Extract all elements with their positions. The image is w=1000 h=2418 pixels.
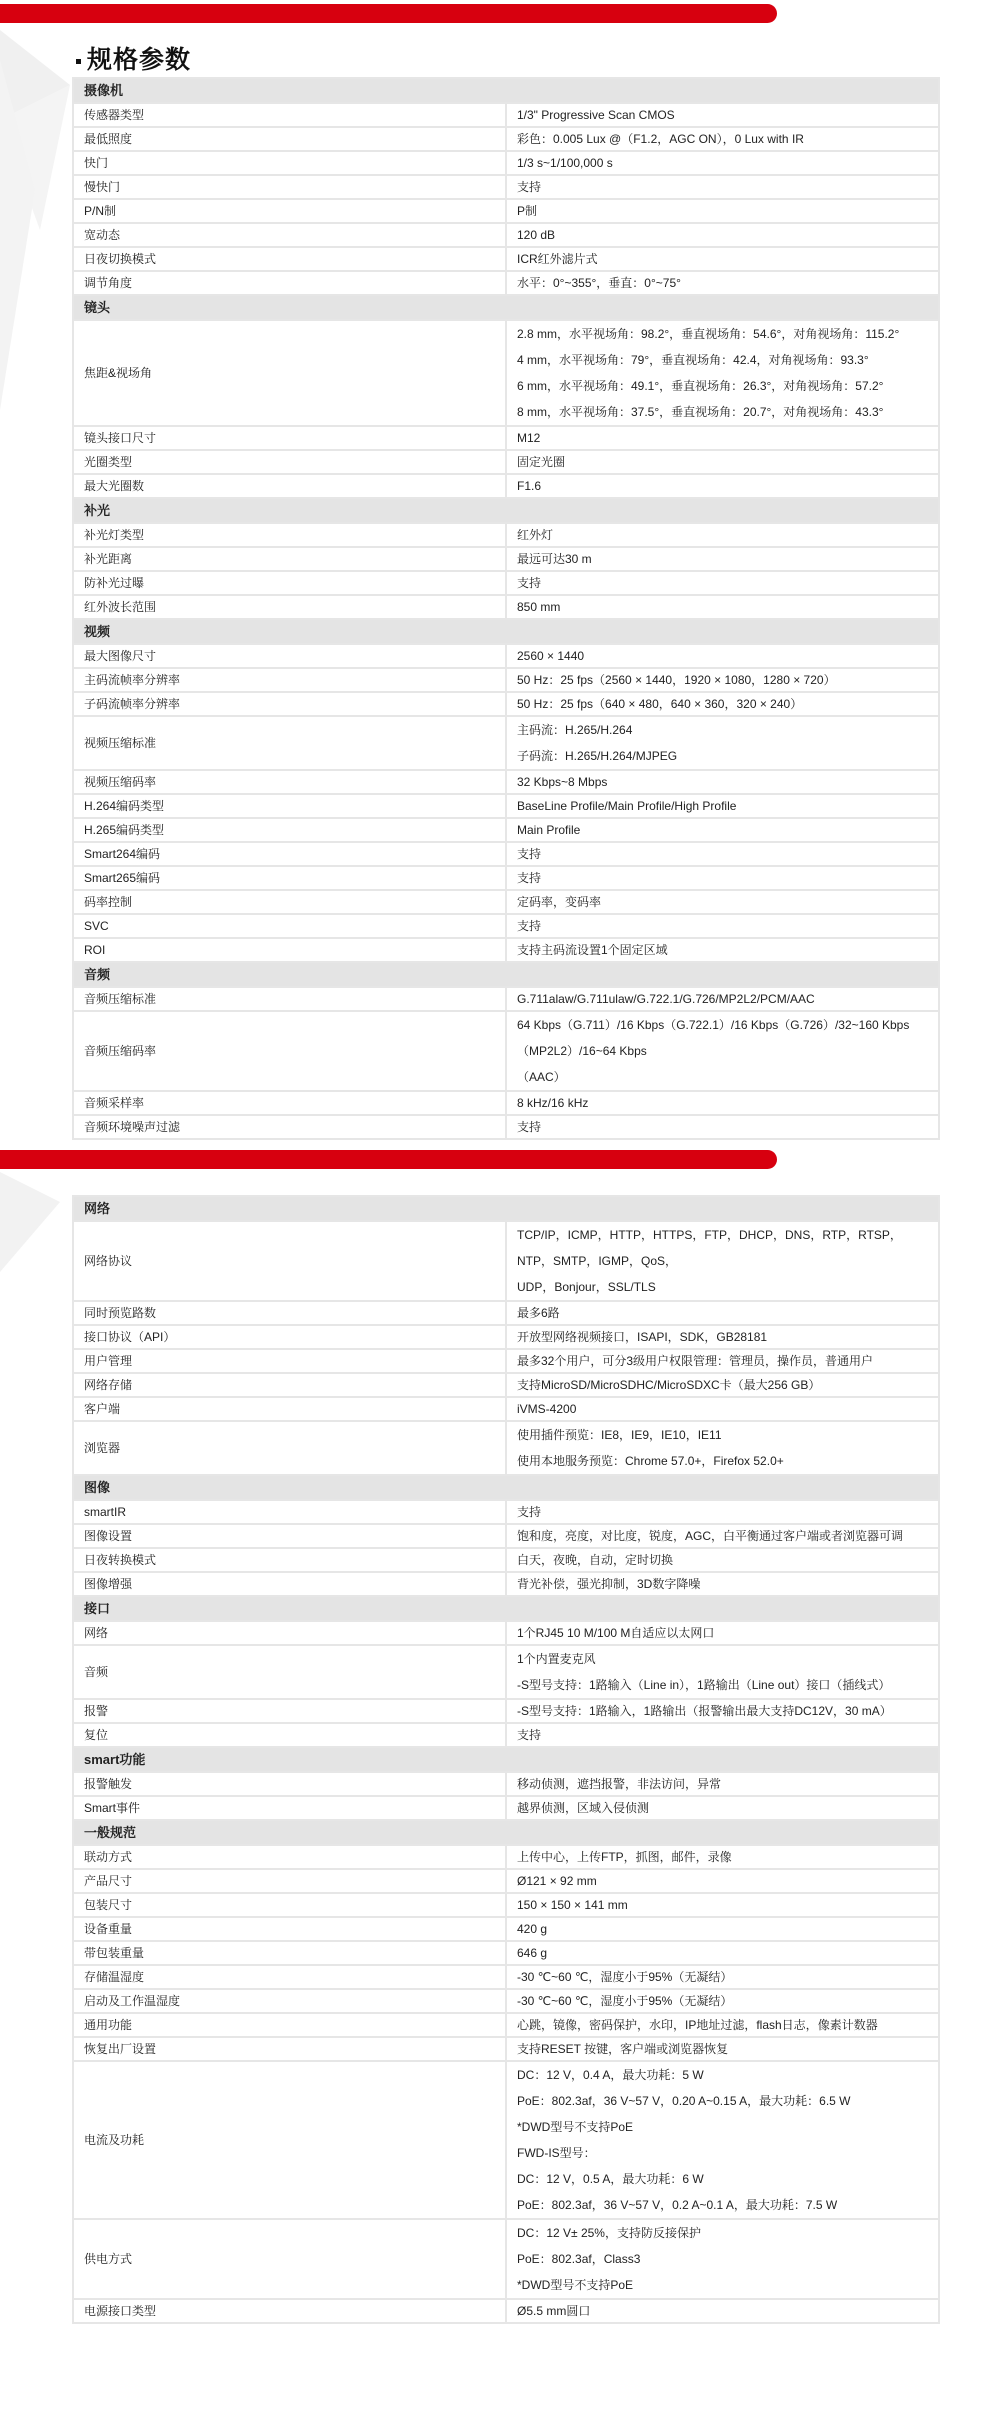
spec-value-line: *DWD型号不支持PoE xyxy=(517,2278,634,2292)
spec-row xyxy=(73,1723,939,1747)
section-header xyxy=(73,1475,939,1500)
spec-value-line: 支持 xyxy=(517,847,542,861)
spec-label: 音频环境噪声过滤 xyxy=(73,1115,506,1139)
spec-value xyxy=(506,1869,939,1893)
spec-value-line: 支持RESET 按键，客户端或浏览器恢复 xyxy=(517,2042,729,2056)
section-header xyxy=(73,295,939,320)
spec-value xyxy=(506,2037,939,2061)
spec-value xyxy=(506,547,939,571)
spec-row xyxy=(73,1500,939,1524)
section-divider xyxy=(0,1150,1000,1195)
spec-label: 用户管理 xyxy=(73,1349,506,1373)
spec-table-2 xyxy=(72,1195,940,2324)
spec-row xyxy=(73,1699,939,1723)
spec-value-line: BaseLine Profile/Main Profile/High Profile xyxy=(517,799,737,813)
spec-row xyxy=(73,223,939,247)
spec-value-line: 主码流：H.265/H.264 xyxy=(517,723,633,737)
spec-value-line: DC：12 V，0.5 A，最大功耗：6 W xyxy=(517,2172,704,2186)
spec-label: 网络协议 xyxy=(73,1221,506,1301)
spec-row xyxy=(73,151,939,175)
spec-value xyxy=(506,1723,939,1747)
spec-value-line: 使用插件预览：IE8，IE9，IE10，IE11 xyxy=(517,1428,722,1442)
spec-label: 客户端 xyxy=(73,1397,506,1421)
spec-value-line: 646 g xyxy=(517,1946,548,1960)
spec-label: 电流及功耗 xyxy=(73,2061,506,2219)
spec-row xyxy=(73,450,939,474)
spec-value-line: 背光补偿，强光抑制，3D数字降噪 xyxy=(517,1577,701,1591)
spec-value-line: 红外灯 xyxy=(517,528,554,542)
spec-value-line: 120 dB xyxy=(517,228,556,242)
decorative-triangles-bottom xyxy=(0,1172,70,1292)
spec-label: 图像增强 xyxy=(73,1572,506,1596)
spec-row xyxy=(73,1893,939,1917)
spec-label: 最低照度 xyxy=(73,127,506,151)
spec-row xyxy=(73,1373,939,1397)
spec-value-line: 彩色：0.005 Lux @（F1.2，AGC ON），0 Lux with IR xyxy=(517,132,804,146)
spec-value-line: DC：12 V± 25%，支持防反接保护 xyxy=(517,2226,701,2240)
spec-value xyxy=(506,450,939,474)
spec-value-line: 150 × 150 × 141 mm xyxy=(517,1898,628,1912)
spec-value xyxy=(506,1989,939,2013)
spec-value xyxy=(506,914,939,938)
spec-value-line: -30 ℃~60 ℃，湿度小于95%（无凝结） xyxy=(517,1994,733,2008)
spec-label: 浏览器 xyxy=(73,1421,506,1475)
spec-value-line: 越界侦测，区域入侵侦测 xyxy=(517,1801,650,1815)
spec-label: 传感器类型 xyxy=(73,103,506,127)
spec-value-line: 上传中心，上传FTP，抓图，邮件，录像 xyxy=(517,1850,732,1864)
section-title: 音频 xyxy=(73,962,939,987)
spec-value-line: 1/3 s~1/100,000 s xyxy=(517,156,613,170)
spec-value xyxy=(506,1500,939,1524)
spec-row xyxy=(73,987,939,1011)
spec-value-line: Main Profile xyxy=(517,823,581,837)
spec-value xyxy=(506,866,939,890)
section-title: smart功能 xyxy=(73,1747,939,1772)
spec-row xyxy=(73,1221,939,1301)
spec-row xyxy=(73,1989,939,2013)
spec-value-line: 1/3" Progressive Scan CMOS xyxy=(517,108,675,122)
spec-value xyxy=(506,1699,939,1723)
page-title-text: 规格参数 xyxy=(87,46,192,74)
spec-value-line: 6 mm，水平视场角：49.1°，垂直视场角：26.3°，对角视场角：57.2° xyxy=(517,379,884,393)
spec-label: Smart265编码 xyxy=(73,866,506,890)
spec-row xyxy=(73,1091,939,1115)
spec-label: 音频 xyxy=(73,1645,506,1699)
spec-row xyxy=(73,1572,939,1596)
spec-value xyxy=(506,1548,939,1572)
spec-row xyxy=(73,1796,939,1820)
spec-row xyxy=(73,1397,939,1421)
spec-row xyxy=(73,1941,939,1965)
spec-row xyxy=(73,247,939,271)
spec-label: 复位 xyxy=(73,1723,506,1747)
spec-row xyxy=(73,668,939,692)
spec-row xyxy=(73,842,939,866)
spec-value xyxy=(506,842,939,866)
spec-row xyxy=(73,1869,939,1893)
spec-row xyxy=(73,2037,939,2061)
spec-row xyxy=(73,2299,939,2323)
spec-row xyxy=(73,1524,939,1548)
spec-label: 网络存储 xyxy=(73,1373,506,1397)
spec-value-line: 50 Hz：25 fps（640 × 480，640 × 360，320 × 240） xyxy=(517,697,803,711)
spec-value xyxy=(506,426,939,450)
spec-label: P/N制 xyxy=(73,199,506,223)
section-header xyxy=(73,1747,939,1772)
spec-value xyxy=(506,1325,939,1349)
spec-label: 音频采样率 xyxy=(73,1091,506,1115)
spec-label: 防补光过曝 xyxy=(73,571,506,595)
spec-row xyxy=(73,426,939,450)
spec-value-line: 支持 xyxy=(517,1120,542,1134)
spec-value-line: 支持 xyxy=(517,180,542,194)
spec-value xyxy=(506,1011,939,1091)
spec-value-line: 4 mm，水平视场角：79°，垂直视场角：42.4，对角视场角：93.3° xyxy=(517,353,869,367)
spec-value xyxy=(506,644,939,668)
spec-row xyxy=(73,547,939,571)
spec-label: 光圈类型 xyxy=(73,450,506,474)
spec-label: 供电方式 xyxy=(73,2219,506,2299)
spec-table-1 xyxy=(72,77,940,1140)
spec-row xyxy=(73,794,939,818)
spec-label: 产品尺寸 xyxy=(73,1869,506,1893)
spec-label: 音频压缩码率 xyxy=(73,1011,506,1091)
spec-value xyxy=(506,1796,939,1820)
spec-row xyxy=(73,818,939,842)
spec-value-line: -30 ℃~60 ℃，湿度小于95%（无凝结） xyxy=(517,1970,733,1984)
spec-value xyxy=(506,2299,939,2323)
spec-value-line: 固定光圈 xyxy=(517,455,566,469)
spec-row xyxy=(73,2013,939,2037)
spec-row xyxy=(73,1845,939,1869)
spec-label: 存储温湿度 xyxy=(73,1965,506,1989)
spec-value-line: 32 Kbps~8 Mbps xyxy=(517,775,608,789)
spec-label: 慢快门 xyxy=(73,175,506,199)
spec-value-line: 饱和度，亮度，对比度，锐度，AGC，白平衡通过客户端或者浏览器可调 xyxy=(517,1529,904,1543)
spec-row xyxy=(73,1965,939,1989)
spec-value-line: PoE：802.3af，Class3 xyxy=(517,2252,641,2266)
spec-value-line: 支持 xyxy=(517,576,542,590)
spec-value xyxy=(506,938,939,962)
spec-value-line: 420 g xyxy=(517,1922,548,1936)
spec-label: 恢复出厂设置 xyxy=(73,2037,506,2061)
spec-row xyxy=(73,1645,939,1699)
spec-row xyxy=(73,1548,939,1572)
spec-value-line: -S型号支持：1路输入（Line in），1路输出（Line out）接口（插线式） xyxy=(517,1678,891,1692)
spec-value xyxy=(506,1301,939,1325)
spec-row xyxy=(73,890,939,914)
spec-label: 镜头接口尺寸 xyxy=(73,426,506,450)
spec-row xyxy=(73,1772,939,1796)
spec-value xyxy=(506,271,939,295)
section-header xyxy=(73,498,939,523)
spec-value xyxy=(506,818,939,842)
spec-value-line: PoE：802.3af，36 V~57 V，0.20 A~0.15 A，最大功耗：6.5 W xyxy=(517,2094,851,2108)
spec-row xyxy=(73,103,939,127)
spec-label: 码率控制 xyxy=(73,890,506,914)
spec-label: 同时预览路数 xyxy=(73,1301,506,1325)
spec-value xyxy=(506,692,939,716)
spec-value xyxy=(506,987,939,1011)
spec-value-line: 开放型网络视频接口，ISAPI，SDK，GB28181 xyxy=(517,1330,768,1344)
spec-value-line: 最远可达30 m xyxy=(517,552,592,566)
section-title: 网络 xyxy=(73,1196,939,1221)
spec-value xyxy=(506,474,939,498)
spec-label: 补光距离 xyxy=(73,547,506,571)
spec-value xyxy=(506,890,939,914)
spec-value xyxy=(506,523,939,547)
spec-value-line: 支持 xyxy=(517,871,542,885)
spec-value xyxy=(506,103,939,127)
spec-value-line: 定码率，变码率 xyxy=(517,895,602,909)
spec-label: H.265编码类型 xyxy=(73,818,506,842)
spec-row xyxy=(73,770,939,794)
spec-value xyxy=(506,199,939,223)
spec-row xyxy=(73,175,939,199)
spec-row xyxy=(73,1301,939,1325)
spec-value xyxy=(506,716,939,770)
spec-row xyxy=(73,271,939,295)
spec-row xyxy=(73,199,939,223)
spec-row xyxy=(73,1115,939,1139)
spec-value-line: 支持MicroSD/MicroSDHC/MicroSDXC卡（最大256 GB） xyxy=(517,1378,821,1392)
spec-label: 视频压缩码率 xyxy=(73,770,506,794)
section-title: 接口 xyxy=(73,1596,939,1621)
section-red-bar xyxy=(0,1150,777,1169)
spec-value-line: 支持主码流设置1个固定区域 xyxy=(517,943,668,957)
spec-value xyxy=(506,2013,939,2037)
spec-value-line: P制 xyxy=(517,204,538,218)
spec-value xyxy=(506,175,939,199)
spec-value-line: 最多32个用户，可分3级用户权限管理：管理员，操作员，普通用户 xyxy=(517,1354,874,1368)
spec-value xyxy=(506,1421,939,1475)
spec-value-line: -S型号支持：1路输入，1路输出（报警输出最大支持DC12V，30 mA） xyxy=(517,1704,892,1718)
spec-value-line: G.711alaw/G.711ulaw/G.722.1/G.726/MP2L2/PCM/AAC xyxy=(517,992,815,1006)
spec-value xyxy=(506,1397,939,1421)
spec-value-line: TCP/IP，ICMP，HTTP，HTTPS，FTP，DHCP，DNS，RTP，RTSP，NTP，SMTP，IGMP，QoS， xyxy=(517,1228,902,1268)
spec-value-line: 8 kHz/16 kHz xyxy=(517,1096,589,1110)
section-header xyxy=(73,1820,939,1845)
spec-label: 报警 xyxy=(73,1699,506,1723)
spec-value xyxy=(506,247,939,271)
spec-value xyxy=(506,668,939,692)
spec-value xyxy=(506,1965,939,1989)
spec-row xyxy=(73,320,939,426)
spec-row xyxy=(73,914,939,938)
spec-value-line: FWD-IS型号： xyxy=(517,2146,596,2160)
spec-row xyxy=(73,692,939,716)
spec-row xyxy=(73,938,939,962)
spec-label: 报警触发 xyxy=(73,1772,506,1796)
spec-value-line: iVMS-4200 xyxy=(517,1402,577,1416)
spec-label: 联动方式 xyxy=(73,1845,506,1869)
spec-label: 启动及工作温湿度 xyxy=(73,1989,506,2013)
spec-row xyxy=(73,716,939,770)
spec-value-line: 64 Kbps（G.711）/16 Kbps（G.722.1）/16 Kbps（G.726）/32~160 Kbps（MP2L2）/16~64 Kbps xyxy=(517,1018,910,1058)
spec-value xyxy=(506,1524,939,1548)
spec-row xyxy=(73,595,939,619)
spec-value xyxy=(506,770,939,794)
spec-label: 日夜转换模式 xyxy=(73,1548,506,1572)
spec-value xyxy=(506,1221,939,1301)
spec-label: 子码流帧率分辨率 xyxy=(73,692,506,716)
spec-label: 通用功能 xyxy=(73,2013,506,2037)
spec-value-line: UDP，Bonjour，SSL/TLS xyxy=(517,1280,656,1294)
spec-row xyxy=(73,644,939,668)
spec-value xyxy=(506,1349,939,1373)
spec-label: SVC xyxy=(73,914,506,938)
spec-value xyxy=(506,1893,939,1917)
section-title: 摄像机 xyxy=(73,78,939,103)
spec-value xyxy=(506,571,939,595)
spec-value-line: 50 Hz：25 fps（2560 × 1440，1920 × 1080，1280 × 720） xyxy=(517,673,836,687)
spec-value-line: 850 mm xyxy=(517,600,561,614)
spec-label: 最大光圈数 xyxy=(73,474,506,498)
spec-value-line: Ø5.5 mm圆口 xyxy=(517,2304,591,2318)
section-header xyxy=(73,1596,939,1621)
spec-label: 快门 xyxy=(73,151,506,175)
spec-label: 视频压缩标准 xyxy=(73,716,506,770)
spec-row xyxy=(73,866,939,890)
spec-value-line: 1个内置麦克风 xyxy=(517,1652,596,1666)
spec-value-line: M12 xyxy=(517,431,541,445)
section-title: 图像 xyxy=(73,1475,939,1500)
spec-value xyxy=(506,1917,939,1941)
spec-label: H.264编码类型 xyxy=(73,794,506,818)
spec-value-line: 支持 xyxy=(517,1505,542,1519)
spec-label: Smart事件 xyxy=(73,1796,506,1820)
spec-value xyxy=(506,2061,939,2219)
spec-label: 调节角度 xyxy=(73,271,506,295)
spec-label: smartIR xyxy=(73,1500,506,1524)
spec-value xyxy=(506,1115,939,1139)
spec-row xyxy=(73,1421,939,1475)
spec-value xyxy=(506,320,939,426)
spec-value-line: Ø121 × 92 mm xyxy=(517,1874,597,1888)
spec-value-line: （AAC） xyxy=(517,1070,566,1084)
spec-value-line: 水平：0°~355°，垂直：0°~75° xyxy=(517,276,681,290)
spec-value-line: 心跳，镜像，密码保护，水印，IP地址过滤，flash日志，像素计数器 xyxy=(517,2018,878,2032)
spec-value-line: 支持 xyxy=(517,919,542,933)
spec-row xyxy=(73,571,939,595)
section-header xyxy=(73,78,939,103)
spec-label: 补光灯类型 xyxy=(73,523,506,547)
spec-value xyxy=(506,1621,939,1645)
spec-label: 音频压缩标准 xyxy=(73,987,506,1011)
spec-label: 焦距&视场角 xyxy=(73,320,506,426)
spec-row xyxy=(73,1011,939,1091)
spec-value-line: 白天，夜晚，自动，定时切换 xyxy=(517,1553,674,1567)
spec-value-line: ICR红外滤片式 xyxy=(517,252,598,266)
spec-row xyxy=(73,127,939,151)
spec-label: 红外波长范围 xyxy=(73,595,506,619)
spec-row xyxy=(73,1325,939,1349)
spec-value-line: 支持 xyxy=(517,1728,542,1742)
section-title: 补光 xyxy=(73,498,939,523)
spec-row xyxy=(73,474,939,498)
spec-value-line: 使用本地服务预览：Chrome 57.0+，Firefox 52.0+ xyxy=(517,1454,784,1468)
spec-value-line: 8 mm，水平视场角：37.5°，垂直视场角：20.7°，对角视场角：43.3° xyxy=(517,405,884,419)
spec-value xyxy=(506,1845,939,1869)
spec-label: 包装尺寸 xyxy=(73,1893,506,1917)
spec-value xyxy=(506,151,939,175)
section-header xyxy=(73,1196,939,1221)
spec-row xyxy=(73,2219,939,2299)
spec-label: 接口协议（API） xyxy=(73,1325,506,1349)
spec-value-line: 移动侦测，遮挡报警，非法访问，异常 xyxy=(517,1777,722,1791)
spec-value-line: F1.6 xyxy=(517,479,542,493)
section-title: 视频 xyxy=(73,619,939,644)
spec-row xyxy=(73,1621,939,1645)
spec-row xyxy=(73,2061,939,2219)
spec-value xyxy=(506,595,939,619)
spec-value xyxy=(506,223,939,247)
spec-value xyxy=(506,1941,939,1965)
spec-label: 主码流帧率分辨率 xyxy=(73,668,506,692)
section-header xyxy=(73,962,939,987)
spec-label: 日夜切换模式 xyxy=(73,247,506,271)
section-header xyxy=(73,619,939,644)
spec-label: 电源接口类型 xyxy=(73,2299,506,2323)
spec-label: 最大图像尺寸 xyxy=(73,644,506,668)
spec-label: ROI xyxy=(73,938,506,962)
section-title: 一般规范 xyxy=(73,1820,939,1845)
spec-row xyxy=(73,523,939,547)
spec-label: 网络 xyxy=(73,1621,506,1645)
spec-value xyxy=(506,127,939,151)
spec-value-line: 2.8 mm，水平视场角：98.2°，垂直视场角：54.6°，对角视场角：115.2° xyxy=(517,327,900,341)
spec-value xyxy=(506,1772,939,1796)
spec-value xyxy=(506,1645,939,1699)
spec-value-line: PoE：802.3af，36 V~57 V，0.2 A~0.1 A，最大功耗：7.5 W xyxy=(517,2198,838,2212)
spec-label: 带包装重量 xyxy=(73,1941,506,1965)
spec-label: 设备重量 xyxy=(73,1917,506,1941)
spec-label: 图像设置 xyxy=(73,1524,506,1548)
spec-value xyxy=(506,794,939,818)
spec-value-line: 2560 × 1440 xyxy=(517,649,585,663)
spec-row xyxy=(73,1917,939,1941)
spec-value xyxy=(506,2219,939,2299)
spec-value-line: 子码流：H.265/H.264/MJPEG xyxy=(517,749,678,763)
spec-value-line: 1个RJ45 10 M/100 M自适应以太网口 xyxy=(517,1626,715,1640)
section-title: 镜头 xyxy=(73,295,939,320)
spec-label: 宽动态 xyxy=(73,223,506,247)
spec-value-line: *DWD型号不支持PoE xyxy=(517,2120,634,2134)
spec-value-line: 最多6路 xyxy=(517,1306,560,1320)
spec-label: Smart264编码 xyxy=(73,842,506,866)
spec-value xyxy=(506,1091,939,1115)
spec-value-line: DC：12 V，0.4 A，最大功耗：5 W xyxy=(517,2068,704,2082)
spec-value xyxy=(506,1572,939,1596)
spec-value xyxy=(506,1373,939,1397)
spec-row xyxy=(73,1349,939,1373)
